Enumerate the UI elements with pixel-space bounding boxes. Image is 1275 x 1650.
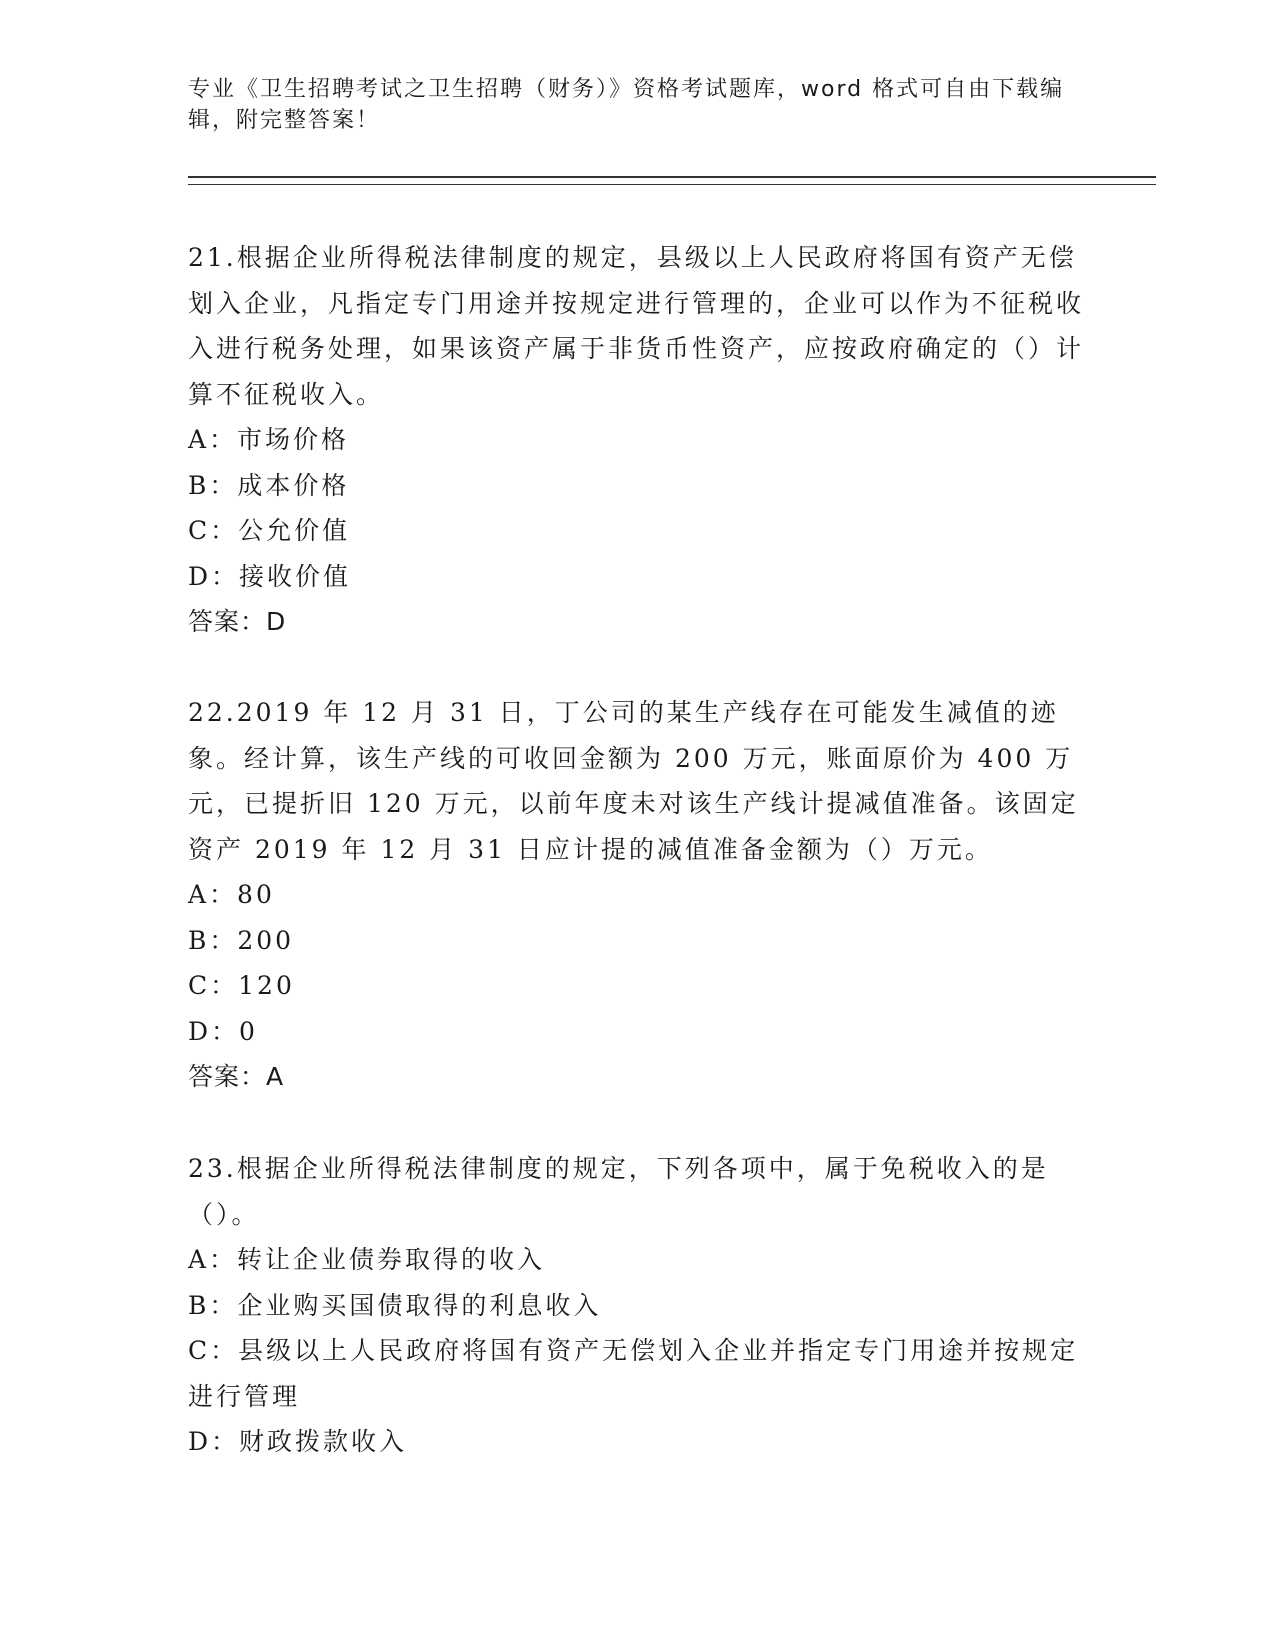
header-divider [188, 176, 1156, 185]
option-c: C：120 [188, 971, 295, 1000]
question-23 [188, 1146, 1088, 1465]
question-22 [188, 690, 1088, 1099]
question-stem: 21.根据企业所得税法律制度的规定，县级以上人民政府将国有资产无偿划入企业，凡指定专门用途并按规定进行管理的，企业可以作为不征税收入进行税务处理，如果该资产属于非货币性资产，应按政府确定的（）计算不征税收入。 [188, 243, 1085, 409]
document-header: 专业《卫生招聘考试之卫生招聘（财务）》资格考试题库，word 格式可自由下载编辑，附完整答案！ [188, 77, 1065, 133]
option-d: D：0 [188, 1016, 258, 1046]
question-stem: 23.根据企业所得税法律制度的规定，下列各项中，属于免税收入的是（）。 [188, 1154, 1049, 1229]
option-a: A：转让企业债券取得的收入 [188, 1245, 546, 1274]
question-21 [188, 235, 1088, 644]
option-b: B：企业购买国债取得的利息收入 [188, 1290, 602, 1320]
answer: 答案：A [188, 1062, 285, 1091]
option-a: A：市场价格 [188, 425, 350, 454]
option-c: C：县级以上人民政府将国有资产无偿划入企业并指定专门用途并按规定进行管理 [188, 1336, 1079, 1411]
question-stem: 22.2019 年 12 月 31 日，丁公司的某生产线存在可能发生减值的迹象。经计算，该生产线的可收回金额为 200 万元，账面原价为 400 万元，已提折旧 120 万元，以前年度未对该生产线计提减值准备。该固定资产 2019 年 12 月 31 日应计提的减值准备金额为（）万元。 [188, 698, 1079, 864]
option-d: D：接收价值 [188, 561, 352, 591]
answer: 答案：D [188, 607, 287, 636]
option-c: C：公允价值 [188, 516, 351, 545]
option-a: A：80 [188, 880, 275, 909]
option-d: D：财政拨款收入 [188, 1427, 408, 1456]
option-b: B：200 [188, 925, 295, 955]
option-b: B：成本价格 [188, 470, 350, 500]
